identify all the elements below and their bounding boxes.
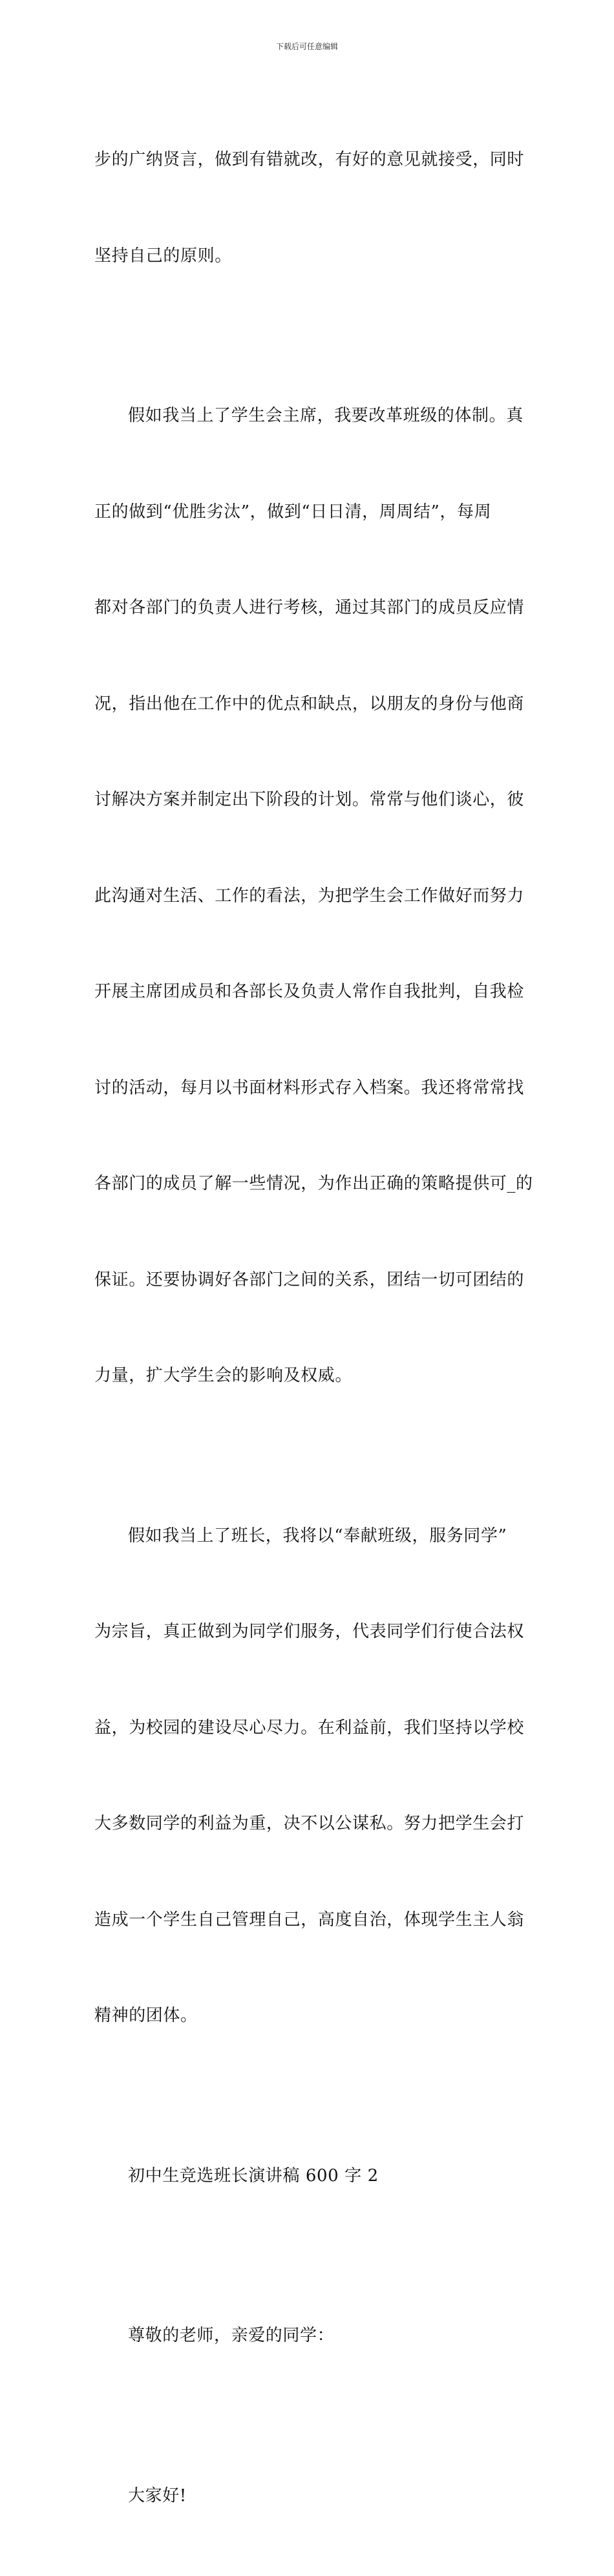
text-line: 坚持自己的原则。	[94, 240, 522, 273]
paragraph	[94, 80, 522, 336]
text-line: 初中生竞选班长演讲稿 600 字 2	[94, 2160, 522, 2193]
text-line: 开展主席团成员和各部长及负责人常作自我批判，自我检	[94, 976, 522, 1008]
text-line: 益，为校园的建设尽心尽力。在利益前，我们坚持以学校	[94, 1712, 522, 1745]
text-line: 讨的活动，每月以书面材料形式存入档案。我还将常常找	[94, 1072, 522, 1105]
text-line: 假如我当上了班长，我将以“奉献班级，服务同学”	[94, 1520, 522, 1553]
text-line: 精神的团体。	[94, 2000, 522, 2032]
text-line: 假如我当上了学生会主席，我要改革班级的体制。真	[94, 400, 522, 432]
text-line: 各部门的成员了解一些情况，为作出正确的策略提供可_的	[94, 1168, 522, 1200]
text-line: 都对各部门的负责人进行考核，通过其部门的成员反应情	[94, 592, 522, 624]
text-line: 造成一个学生自己管理自己，高度自治，体现学生主人翁	[94, 1904, 522, 1937]
document-body	[94, 80, 522, 2576]
text-line: 尊敬的老师，亲爱的同学：	[94, 2320, 522, 2352]
paragraph	[94, 1456, 522, 2096]
text-line: 为宗旨，真正做到为同学们服务，代表同学们行使合法权	[94, 1616, 522, 1648]
text-line: 此沟通对生活、工作的看法，为把学生会工作做好而努力	[94, 880, 522, 913]
text-line: 讨解决方案并制定出下阶段的计划。常常与他们谈心，彼	[94, 784, 522, 816]
salutation	[94, 2256, 522, 2416]
paragraph	[94, 336, 522, 1456]
text-line: 保证。还要协调好各部门之间的关系，团结一切可团结的	[94, 1264, 522, 1297]
text-line: 大多数同学的利益为重，决不以公谋私。努力把学生会打	[94, 1808, 522, 1840]
text-line: 力量，扩大学生会的影响及权威。	[94, 1360, 522, 1392]
text-line: 况，指出他在工作中的优点和缺点，以朋友的身份与他商	[94, 688, 522, 721]
document-page	[0, 0, 614, 869]
text-line: 正的做到“优胜劣汰”，做到“日日清，周周结”，每周	[94, 496, 522, 529]
page-header: 下载后可任意编辑	[0, 41, 614, 52]
greeting	[94, 2416, 522, 2576]
text-line: 大家好!	[94, 2480, 522, 2513]
text-line: 步的广纳贤言，做到有错就改，有好的意见就接受，同时	[94, 144, 522, 176]
section-heading	[94, 2096, 522, 2257]
